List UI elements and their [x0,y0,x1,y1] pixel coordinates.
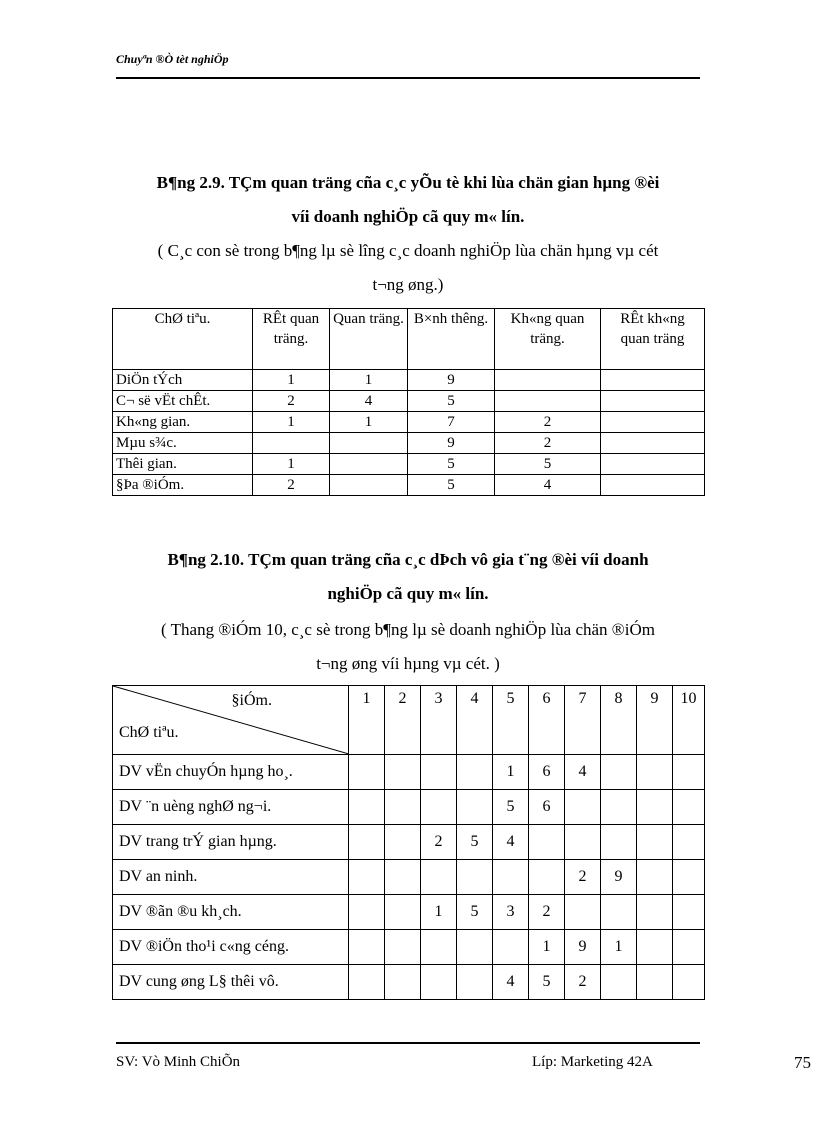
score-cell [673,860,705,895]
score-cell [385,930,421,965]
score-header-cell: 5 [493,686,529,755]
score-cell [421,930,457,965]
score-cell [457,860,493,895]
score-cell [457,790,493,825]
table-cell: 2 [253,391,330,412]
score-header-cell: 6 [529,686,565,755]
footer-rule [116,1042,700,1044]
table-cell: 4 [330,391,408,412]
score-cell [673,895,705,930]
table1-header-cell: RÊt kh«ng quan träng [601,309,705,370]
footer-class: Líp: Marketing 42A [532,1054,653,1070]
row-label: Kh«ng gian. [113,412,253,433]
row-label: §Þa ®iÓm. [113,475,253,496]
table1-note-line1: ( C¸c con sè trong b¶ng lµ sè lîng c¸c doanh nghiÖp lùa chän hµng vµ cét [157,241,659,260]
row-label: Thêi gian. [113,454,253,475]
score-header-cell: 7 [565,686,601,755]
table-cell [601,412,705,433]
table1-header-row [113,309,705,370]
score-cell [601,965,637,1000]
table-row [113,475,705,496]
table-cell [330,475,408,496]
score-header-cell: 3 [421,686,457,755]
score-cell [349,755,385,790]
table-cell [601,433,705,454]
score-cell: 3 [493,895,529,930]
running-header: Chuyªn ®Ò tèt nghiÖp [116,52,229,66]
score-cell: 2 [565,965,601,1000]
score-cell [637,965,673,1000]
score-cell: 2 [565,860,601,895]
score-header-cell: 10 [673,686,705,755]
score-cell [349,790,385,825]
score-cell [385,895,421,930]
table-row [113,370,705,391]
table-cell [253,433,330,454]
table1-header-cell: ChØ tiªu. [113,309,253,370]
score-cell: 9 [565,930,601,965]
score-cell [529,825,565,860]
table-row [113,433,705,454]
score-cell [565,895,601,930]
table-cell: 1 [253,454,330,475]
footer-student: SV: Vò Minh ChiÕn [116,1054,241,1070]
score-cell [673,965,705,1000]
score-cell [637,825,673,860]
score-cell: 5 [457,825,493,860]
table-row [113,965,705,1000]
score-cell [601,755,637,790]
table-cell: 5 [495,454,601,475]
value-added-services-table [112,685,705,1000]
score-cell [349,930,385,965]
table-row [113,895,705,930]
score-header-cell: 8 [601,686,637,755]
score-cell [421,965,457,1000]
score-cell: 6 [529,755,565,790]
score-cell: 5 [529,965,565,1000]
row-label: C¬ së vËt chÊt. [113,391,253,412]
table-row [113,790,705,825]
score-cell [601,825,637,860]
score-cell [637,860,673,895]
table1-title-line1: B¶ng 2.9. TÇm quan träng cña c¸c yÕu tè khi lùa chän gian hµng ®èi [156,173,660,192]
table-cell: 1 [330,412,408,433]
score-cell [385,860,421,895]
score-cell: 5 [457,895,493,930]
table-cell [601,370,705,391]
score-cell [493,860,529,895]
score-cell: 1 [601,930,637,965]
table-cell [330,433,408,454]
score-cell: 9 [601,860,637,895]
table1-note-line2: t¬ng øng.) [372,275,444,294]
score-cell [673,755,705,790]
table-cell: 9 [408,433,495,454]
table-cell: 2 [253,475,330,496]
table-cell [601,391,705,412]
score-header-cell: 9 [637,686,673,755]
table-row [113,412,705,433]
table2-header-row [113,686,705,755]
corner-score-label: §iÓm. [231,692,272,709]
score-cell [673,790,705,825]
score-cell [385,965,421,1000]
table2-corner-cell [113,686,349,755]
score-cell [637,790,673,825]
table-cell: 5 [408,454,495,475]
score-cell: 5 [493,790,529,825]
table1-header-cell: Kh«ng quan träng. [495,309,601,370]
service-label: DV an ninh. [113,860,349,895]
score-cell: 1 [493,755,529,790]
score-cell [457,930,493,965]
score-cell: 2 [529,895,565,930]
score-cell [565,825,601,860]
table2-title-line2: nghiÖp cã quy m« lín. [327,584,489,603]
table-row [113,930,705,965]
score-cell [421,790,457,825]
score-cell [637,755,673,790]
table-cell [330,454,408,475]
table-cell [601,475,705,496]
service-label: DV trang trÝ gian hµng. [113,825,349,860]
score-cell [565,790,601,825]
service-label: DV vËn chuyÓn hµng ho¸. [113,755,349,790]
table-cell: 7 [408,412,495,433]
table-cell [495,391,601,412]
table2-title-line1: B¶ng 2.10. TÇm quan träng cña c¸c dÞch vô gia t¨ng ®èi víi doanh [167,550,649,569]
score-cell [421,755,457,790]
table1-header-cell: RÊt quan träng. [253,309,330,370]
table-cell: 1 [330,370,408,391]
score-cell [637,895,673,930]
table-row [113,391,705,412]
table-cell: 4 [495,475,601,496]
score-cell [349,895,385,930]
score-header-cell: 4 [457,686,493,755]
table-cell: 2 [495,412,601,433]
score-cell: 6 [529,790,565,825]
score-cell [493,930,529,965]
score-cell [349,965,385,1000]
score-header-cell: 2 [385,686,421,755]
service-label: DV cung øng L§ thêi vô. [113,965,349,1000]
importance-factors-table [112,308,705,496]
table-cell [495,370,601,391]
page-number: 75 [794,1053,811,1072]
service-label: DV ®iÖn tho¹i c«ng céng. [113,930,349,965]
score-cell [673,930,705,965]
table-row [113,755,705,790]
table-cell: 5 [408,391,495,412]
table-cell: 1 [253,370,330,391]
score-cell: 4 [493,965,529,1000]
score-cell [457,755,493,790]
score-cell [457,965,493,1000]
row-label: DiÖn tÝch [113,370,253,391]
score-cell: 1 [421,895,457,930]
score-cell: 4 [493,825,529,860]
score-cell [349,860,385,895]
table1-title-line2: víi doanh nghiÖp cã quy m« lín. [291,207,525,226]
corner-criteria-label: ChØ tiªu. [119,724,179,741]
service-label: DV ¨n uèng nghØ ng¬i. [113,790,349,825]
service-label: DV ®ãn ®u kh¸ch. [113,895,349,930]
score-cell [421,860,457,895]
score-cell: 1 [529,930,565,965]
table1-header-cell: B×nh thêng. [408,309,495,370]
table2-note-line1: ( Thang ®iÓm 10, c¸c sè trong b¶ng lµ sè doanh nghiÖp lùa chän ®iÓm [161,620,655,639]
table-row [113,454,705,475]
table-cell: 2 [495,433,601,454]
score-header-cell: 1 [349,686,385,755]
header-rule [116,77,700,79]
score-cell [349,825,385,860]
score-cell [601,790,637,825]
score-cell [385,755,421,790]
table-cell: 9 [408,370,495,391]
score-cell [673,825,705,860]
score-cell [529,860,565,895]
score-cell: 4 [565,755,601,790]
row-label: Mµu s¾c. [113,433,253,454]
score-cell [385,825,421,860]
score-cell: 2 [421,825,457,860]
table-cell: 1 [253,412,330,433]
score-cell [385,790,421,825]
table-row [113,860,705,895]
table1-header-cell: Quan träng. [330,309,408,370]
score-cell [637,930,673,965]
table-cell [601,454,705,475]
table2-note-line2: t¬ng øng víi hµng vµ cét. ) [316,654,500,673]
score-cell [601,895,637,930]
table-row [113,825,705,860]
table-cell: 5 [408,475,495,496]
